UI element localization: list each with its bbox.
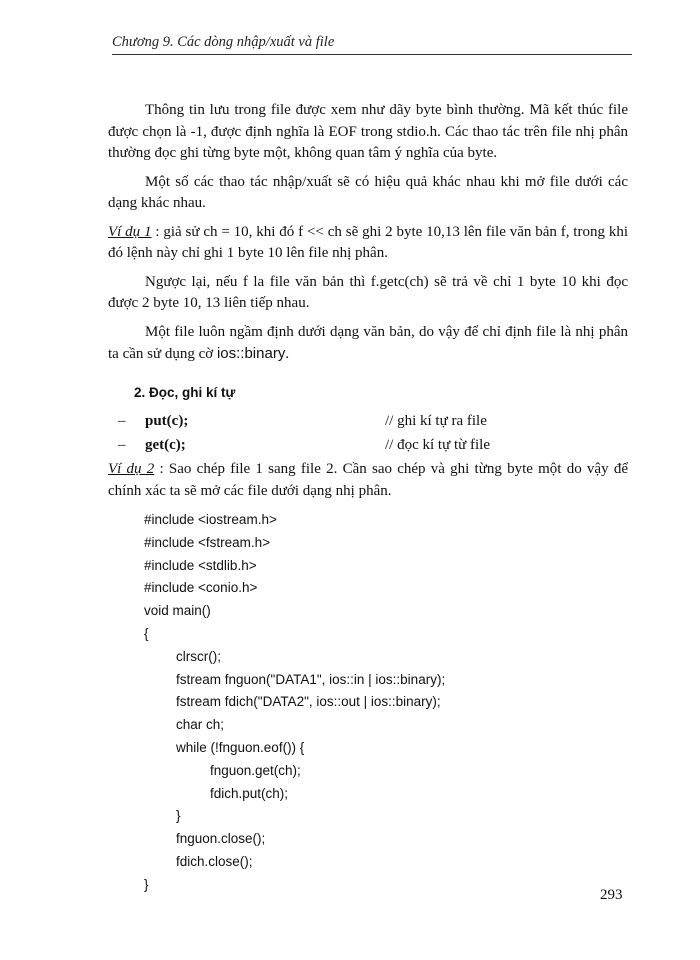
paragraph-example-2 [108, 459, 628, 502]
paragraph-default-text [108, 322, 628, 366]
example-1-label: Ví dụ 1 [108, 223, 152, 240]
page-number: 293 [600, 887, 623, 903]
bullet-item [118, 435, 628, 459]
code-line: char ch; [176, 717, 225, 733]
code-line: #include <stdlib.h> [144, 557, 257, 573]
paragraph-default-text-a: Một file luôn ngầm định dưới dạng văn bản, do vậy để chỉ định file là nhị phân ta cần sử dụng cờ [108, 323, 628, 362]
code-line: #include <fstream.h> [144, 534, 271, 550]
bullet-dash: – [118, 413, 126, 429]
code-line: fstream fdich("DATA2", ios::out | ios::binary); [176, 694, 441, 710]
code-line: fdich.close(); [176, 853, 253, 869]
bullet-comment: // ghi kí tự ra file [385, 413, 487, 429]
code-line: } [176, 808, 181, 824]
code-line: } [144, 876, 149, 892]
code-line: #include <conio.h> [144, 580, 258, 596]
page-content [108, 100, 628, 897]
bullet-function: get(c); [145, 437, 186, 453]
code-line: { [144, 625, 149, 641]
code-line: fstream fnguon("DATA1", ios::in | ios::binary); [176, 671, 446, 687]
example-1-text: : giả sử ch = 10, khi đó f << ch sẽ ghi 2 byte 10,13 lên file văn bản f, trong khi đó lệnh này chỉ ghi 1 byte 10 lên file nhị phân. [108, 223, 628, 261]
example-2-text: : Sao chép file 1 sang file 2. Cần sao chép và ghi từng byte một do vậy để chính xác ta sẽ mở các file dưới dạng nhị phân. [108, 461, 628, 499]
example-2-label: Ví dụ 2 [108, 461, 155, 477]
paragraph-example-1 [108, 222, 628, 265]
code-line: fnguon.get(ch); [210, 762, 301, 778]
code-line: fnguon.close(); [176, 831, 266, 847]
code-line: fdich.put(ch); [210, 785, 289, 801]
section-heading: 2. Đọc, ghi kí tự [134, 384, 236, 400]
code-block [108, 509, 628, 897]
code-line: while (!fnguon.eof()) { [176, 739, 305, 755]
paragraph-io-modes: Một số các thao tác nhập/xuất sẽ có hiệu quả khác nhau khi mở file dưới các dạng khác nhau. [108, 173, 628, 211]
code-line: void main() [144, 603, 211, 619]
code-line: clrscr(); [176, 648, 221, 664]
bullet-dash: – [118, 437, 126, 453]
bullet-function: put(c); [145, 413, 189, 429]
ios-binary-flag: ios::binary [216, 345, 286, 362]
bullet-comment: // đọc kí tự từ file [385, 437, 490, 453]
paragraph-getc: Ngược lại, nếu f la file văn bản thì f.getc(ch) sẽ trả về chỉ 1 byte 10 khi đọc được 2 byte 10, 13 liên tiếp nhau. [108, 273, 628, 311]
bullet-item [118, 411, 628, 435]
page-header: Chương 9. Các dòng nhập/xuất và file [112, 34, 632, 55]
paragraph-binary-info: Thông tin lưu trong file được xem như dãy byte bình thường. Mã kết thúc file được chọn là -1, được định nghĩa là EOF trong stdio.h. Các thao tác trên file nhị phân thường đọc ghi từng byte một, không quan tâm ý nghĩa của byte. [108, 102, 628, 161]
paragraph-default-text-b: . [285, 346, 290, 362]
code-line: #include <iostream.h> [144, 512, 277, 527]
